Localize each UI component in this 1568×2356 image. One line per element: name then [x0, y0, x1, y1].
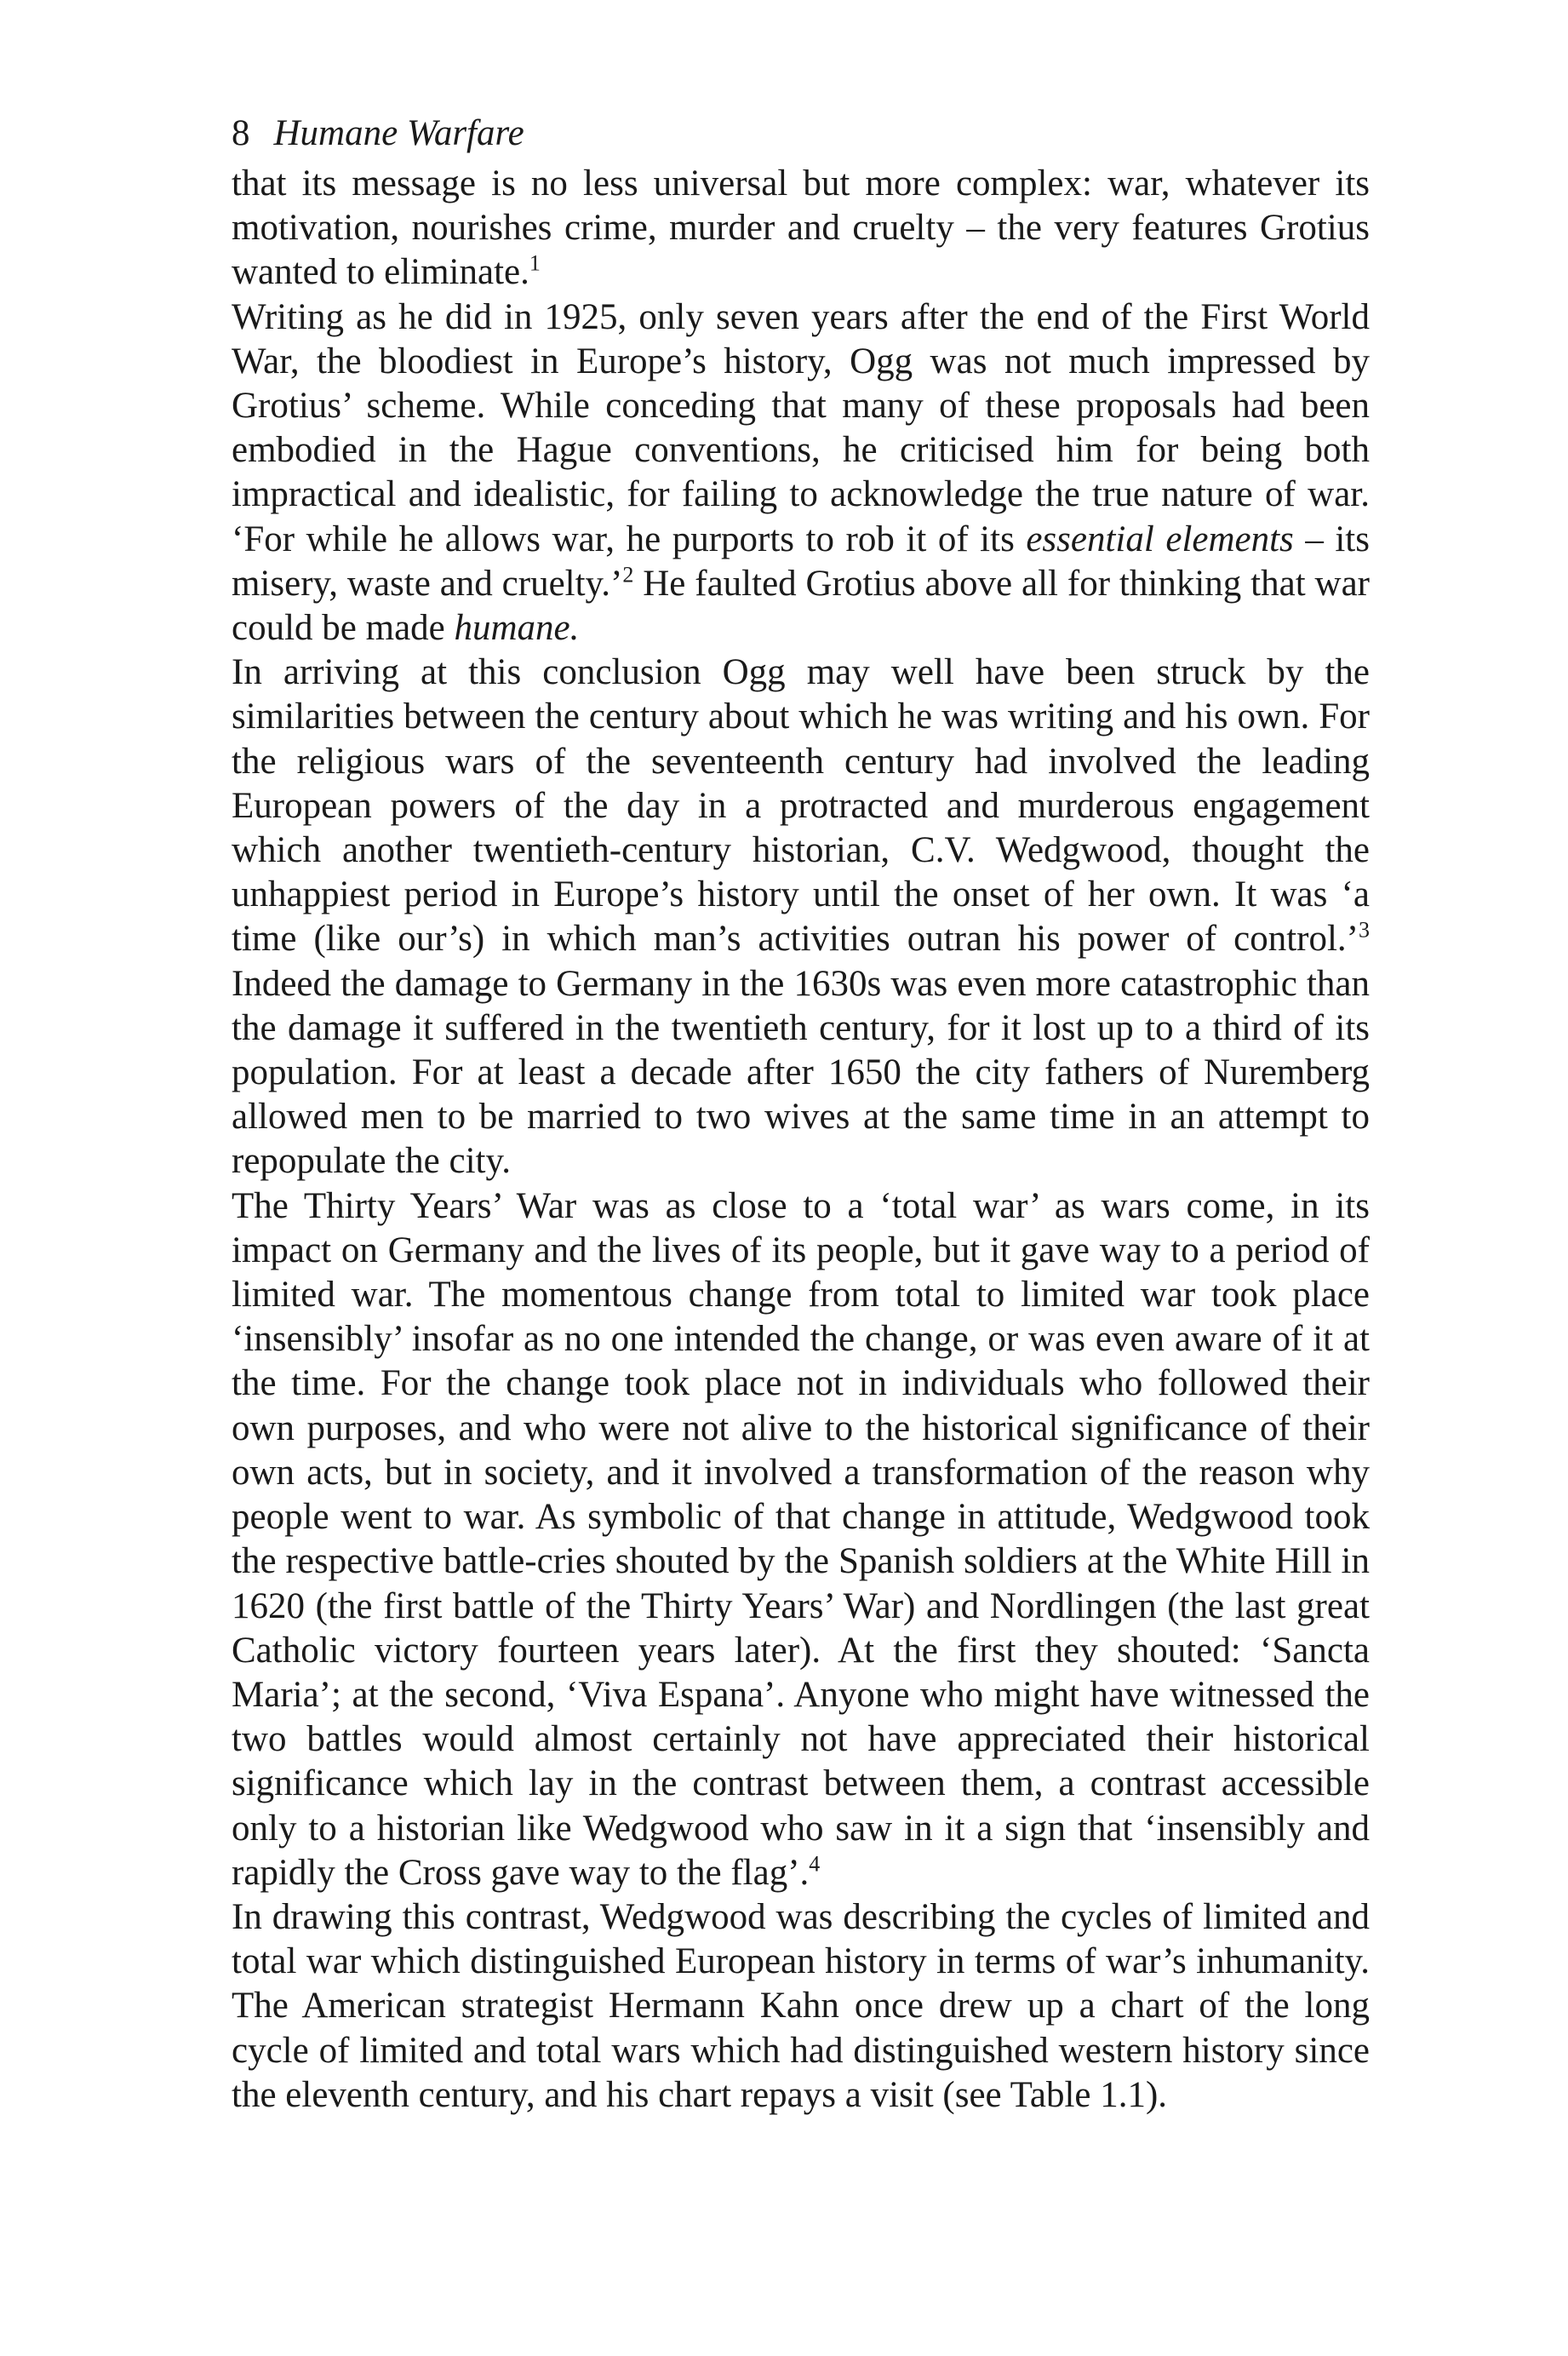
- footnote-ref-2: 2: [622, 562, 634, 588]
- footnote-ref-4: 4: [809, 1851, 821, 1877]
- footnote-ref-3: 3: [1359, 918, 1370, 943]
- paragraph-3: [232, 651, 1370, 1184]
- text-span: In arriving at this conclusion Ogg may well have been struck by the similarities between the century about which he was writing and his own. For the religious wars of the seventeenth century had involved the leading European powers of the day in a protracted and murderous engagement which another twentieth-century historian, C.V. Wedgwood, thought the unhappiest period in Europe’s history until the onset of her own. It was ‘a time (like our’s) in which man’s activities outran his power of control.’: [232, 652, 1370, 960]
- paragraph-2: [232, 295, 1370, 651]
- italic-emphasis: essential elements: [1026, 519, 1294, 559]
- text-span: In drawing this contrast, Wedgwood was describing the cycles of limited and total war which distinguished European history in terms of war’s inhumanity. The American strategist Hermann Kahn once drew up a chart of the long cycle of limited and total wars which had distinguished western history since the eleventh century, and his chart repays a visit (see Table 1.1).: [232, 1896, 1370, 2115]
- text-span: – its misery, waste and cruelty.’: [232, 519, 1370, 604]
- text-span: He faulted Grotius above all for thinking that war could be made: [232, 563, 1371, 649]
- book-title: Humane Warfare: [273, 113, 524, 153]
- footnote-ref-1: 1: [529, 251, 541, 277]
- text-span: Indeed the damage to Germany in the 1630s was even more catastrophic than the damage it suffered in the twentieth century, for it lost up to a third of its population. For at least a decade after 1650 the city fathers of Nuremberg allowed men to be married to two wives at the same time in an attempt to repopulate the city.: [232, 963, 1370, 1182]
- paragraph-1: [232, 162, 1370, 295]
- paragraph-4: [232, 1184, 1370, 1895]
- book-page: [232, 111, 1370, 2118]
- body-text: [232, 162, 1370, 2118]
- running-head: [232, 111, 1370, 162]
- italic-emphasis: humane.: [454, 608, 580, 649]
- text-span: The Thirty Years’ War was as close to a ‘total war’ as wars come, in its impact on Germany and the lives of its people, but it gave way to a period of limited war. The momentous change from total to limited war took place ‘insensibly’ insofar as no one intended the change, or was even aware of it at the time. For the change took place not in individuals who followed their own purposes, and who were not alive to the historical significance of their own acts, but in society, and it involved a transformation of the reason why people went to war. As symbolic of that change in attitude, Wedgwood took the respective battle-cries shouted by the Spanish soldiers at the White Hill in 1620 (the first battle of the Thirty Years’ War) and Nordlingen (the last great Catholic victory fourteen years later). At the first they shouted: ‘Sancta Maria’; at the second, ‘Viva Espana’. Anyone who might have witnessed the two battles would almost certainly not have appreciated their historical significance which lay in the contrast between them, a contrast accessible only to a historian like Wedgwood who saw in it a sign that ‘insensibly and rapidly the Cross gave way to the flag’.: [232, 1185, 1370, 1893]
- paragraph-5: [232, 1895, 1370, 2118]
- page-number: 8: [232, 113, 250, 153]
- text-span: that its message is no less universal but more complex: war, whatever its motivation, nourishes crime, murder and cruelty – the very features Grotius wanted to eliminate.: [232, 163, 1370, 293]
- text-span: Writing as he did in 1925, only seven years after the end of the First World War, the bloodiest in Europe’s history, Ogg was not much impressed by Grotius’ scheme. While conceding that many of these proposals had been embodied in the Hague conventions, he criticised him for being both impractical and idealistic, for failing to acknowledge the true nature of war. ‘For while he allows war, he purports to rob it of its: [232, 296, 1370, 559]
